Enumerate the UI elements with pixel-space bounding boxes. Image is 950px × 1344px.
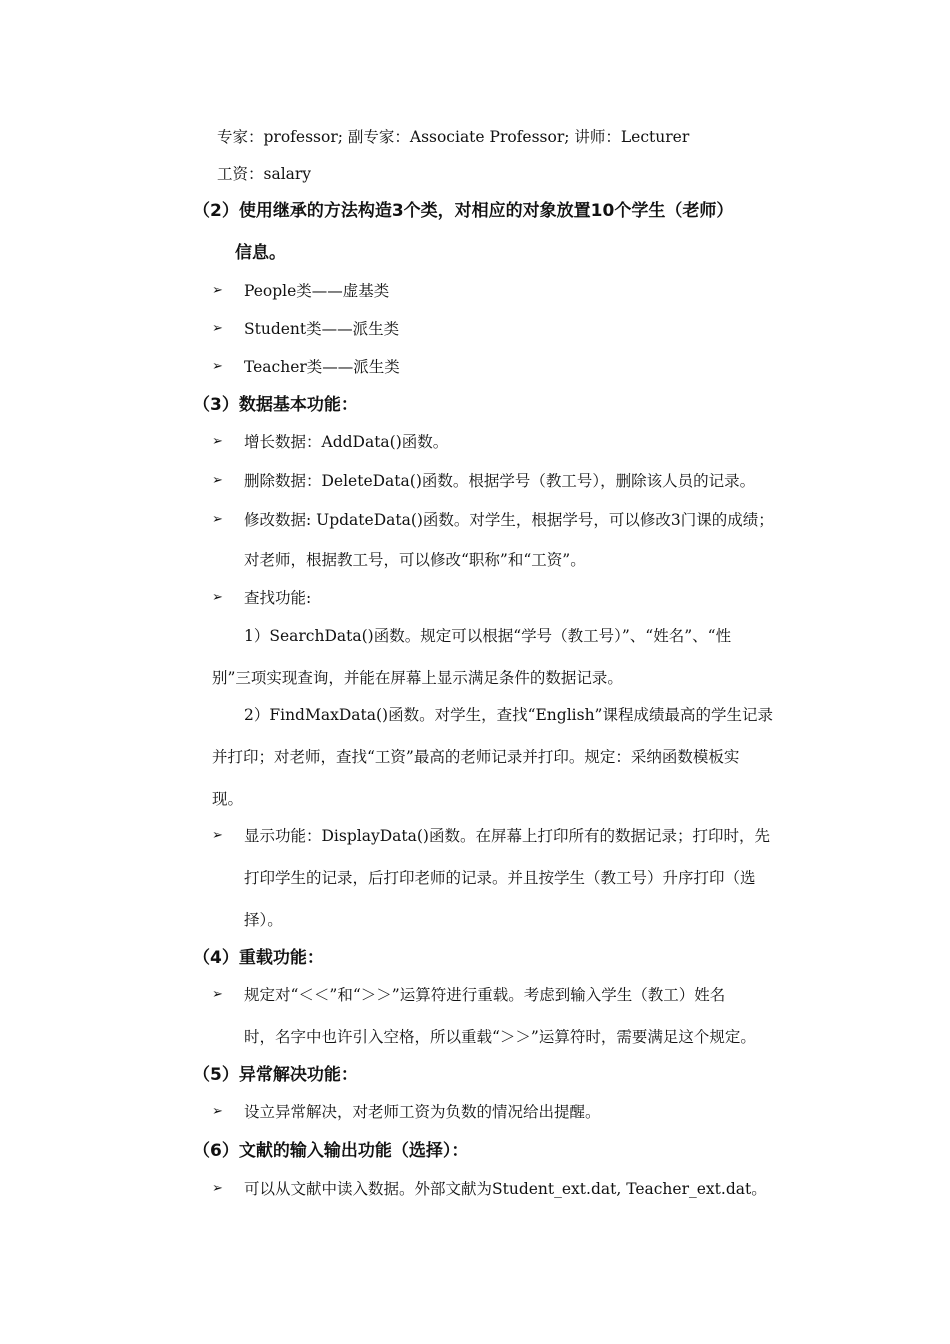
list-item-overload: 规定对“＜＜”和“＞＞”运算符进行重载。考虑到输入学生（教工）姓名 bbox=[244, 986, 726, 1004]
search-item-2: 2）FindMaxData()函数。对学生，查找“English”课程成绩最高的学生记录 bbox=[244, 706, 773, 724]
salary-translation-line: 工资：salary bbox=[217, 165, 312, 183]
bullet-arrow-icon: ➢ bbox=[212, 359, 223, 374]
list-item-file-io: 可以从文献中读入数据。外部文献为Student_ext.dat, Teacher_ext.dat。 bbox=[244, 1180, 767, 1198]
list-item-search: 查找功能: bbox=[244, 589, 312, 607]
bullet-arrow-icon: ➢ bbox=[212, 987, 223, 1002]
list-item-update-cont: 对老师，根据教工号，可以修改“职称”和“工资”。 bbox=[244, 551, 586, 569]
list-item-update: 修改数据: UpdateData()函数。对学生，根据学号，可以修改3门课的成绩； bbox=[244, 511, 774, 529]
section-5-heading: （5）异常解决功能： bbox=[193, 1065, 358, 1085]
bullet-arrow-icon: ➢ bbox=[212, 1104, 223, 1119]
bullet-arrow-icon: ➢ bbox=[212, 473, 223, 488]
titles-translation-line: 专家：professor; 副专家：Associate Professor; 讲师：Lecturer bbox=[217, 128, 690, 146]
bullet-arrow-icon: ➢ bbox=[212, 434, 223, 449]
list-item-display: 显示功能：DisplayData()函数。在屏幕上打印所有的数据记录；打印时，先 bbox=[244, 827, 770, 845]
search-item-2-cont: 并打印；对老师，查找“工资”最高的老师记录并打印。规定：采纳函数模板实 bbox=[212, 748, 740, 766]
bullet-arrow-icon: ➢ bbox=[212, 321, 223, 336]
section-6-heading: （6）文献的输入输出功能（选择）： bbox=[193, 1141, 469, 1161]
search-item-2-cont-2: 现。 bbox=[212, 790, 244, 808]
list-item-display-cont-2: 择）。 bbox=[244, 911, 283, 929]
section-4-heading: （4）重载功能： bbox=[193, 948, 324, 968]
list-item-people: People类——虚基类 bbox=[244, 282, 390, 300]
bullet-arrow-icon: ➢ bbox=[212, 828, 223, 843]
search-item-1-cont: 别”三项实现查询，并能在屏幕上显示满足条件的数据记录。 bbox=[212, 669, 623, 687]
section-2-heading-cont: 信息。 bbox=[235, 243, 286, 263]
list-item-exception: 设立异常解决，对老师工资为负数的情况给出提醒。 bbox=[244, 1103, 601, 1121]
bullet-arrow-icon: ➢ bbox=[212, 1181, 223, 1196]
list-item-overload-cont: 时，名字中也许引入空格，所以重载“＞＞”运算符时，需要满足这个规定。 bbox=[244, 1028, 756, 1046]
search-item-1: 1）SearchData()函数。规定可以根据“学号（教工号）”、“姓名”、“性 bbox=[244, 627, 732, 645]
list-item-teacher: Teacher类——派生类 bbox=[244, 358, 400, 376]
list-item-display-cont: 打印学生的记录，后打印老师的记录。并且按学生（教工号）升序打印（选 bbox=[244, 869, 756, 887]
bullet-arrow-icon: ➢ bbox=[212, 512, 223, 527]
bullet-arrow-icon: ➢ bbox=[212, 283, 223, 298]
list-item-delete: 删除数据：DeleteData()函数。根据学号（教工号），删除该人员的记录。 bbox=[244, 472, 756, 490]
list-item-add: 增长数据：AddData()函数。 bbox=[244, 433, 449, 451]
section-3-heading: （3）数据基本功能： bbox=[193, 395, 358, 415]
bullet-arrow-icon: ➢ bbox=[212, 590, 223, 605]
section-2-heading: （2）使用继承的方法构造3个类，对相应的对象放置10个学生（老师） bbox=[193, 201, 734, 221]
list-item-student: Student类——派生类 bbox=[244, 320, 400, 338]
